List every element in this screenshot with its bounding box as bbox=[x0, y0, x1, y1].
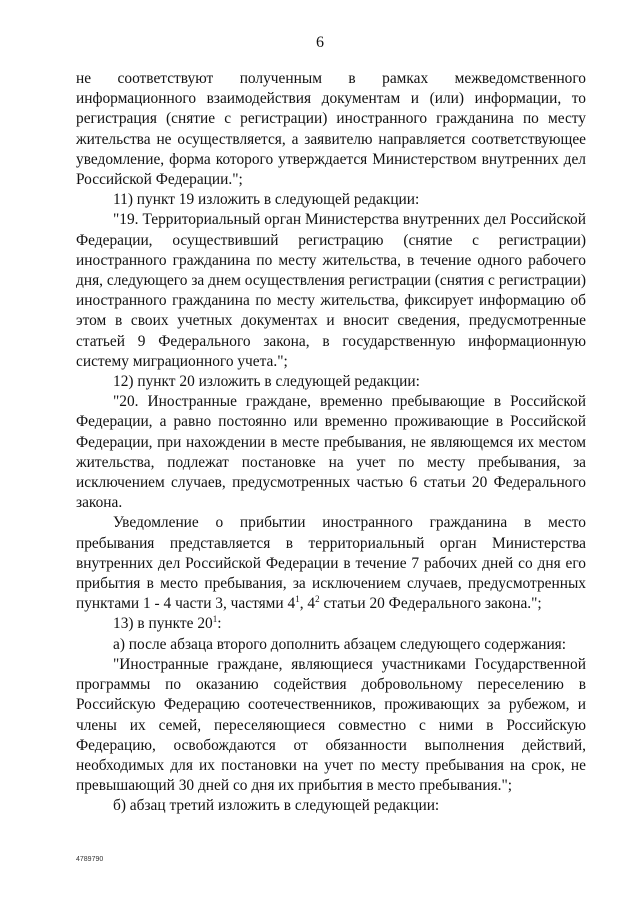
paragraph-notification: Уведомление о прибытии иностранного гражданина в место пребывания представляется в территориальный орган Министерства внутренних дел Российской Федерации в течение 7 рабочих дней со дня его прибытия в место пребывания, за исключением случаев, предусмотренных пунктами 1 - 4 части 3, частями $4^1$, $4^2$ статьи 20 Федерального закона."; bbox=[76, 514, 586, 613]
paragraph-program-participants: "Иностранные граждане, являющиеся участниками Государственной программы по оказанию содействия добровольному переселению в Российскую Федерацию соотечественников, проживающих за рубежом, и члены их семей, переселяющиеся совместно с ними в Российскую Федерацию, освобождаются от обязанности выполнения действий, необходимых для их постановки на учет по месту пребывания на срок, не превышающий 30 дней со дня их прибытия в место пребывания."; bbox=[76, 655, 586, 795]
paragraph-subitem-a: а) после абзаца второго дополнить абзацем следующего содержания: bbox=[113, 635, 567, 653]
document-body bbox=[76, 69, 586, 817]
paragraph-point-20-text: "20. Иностранные граждане, временно пребывающие в Российской Федерации, а равно постоянно или временно проживающие в Российской Федерации, при нахождении в месте пребывания, не являющемся их местом жительства, подлежат постановке на учет по месту пребывания, за исключением случаев, предусмотренных частью 6 статьи 20 Федерального закона. bbox=[76, 393, 586, 512]
paragraph-point-19-text: "19. Территориальный орган Министерства внутренних дел Российской Федерации, осуществивший регистрацию (снятие с регистрации) иностранного гражданина по месту жительства, в течение одного рабочего дня, следующего за днем осуществления регистрации (снятия с регистрации) иностранного гражданина по месту жительства, фиксирует информацию об этом в своих учетных документах и вносит сведения, предусмотренные статьей 9 Федерального закона, в государственную информационную систему миграционного учета."; bbox=[76, 211, 586, 370]
document-code: 4789790 bbox=[76, 856, 104, 863]
paragraph-subitem-b: б) абзац третий изложить в следующей редакции: bbox=[113, 797, 440, 815]
page-number: 6 bbox=[316, 34, 324, 51]
paragraph-item-12: 12) пункт 20 изложить в следующей редакции: bbox=[113, 373, 420, 391]
paragraph-item-13: 13) в пункте $20^1$: bbox=[113, 614, 222, 633]
paragraph-item-11: 11) пункт 19 изложить в следующей редакции: bbox=[113, 191, 420, 209]
paragraph-continuation: не соответствуют полученным в рамках межведомственного информационного взаимодействия документам и (или) информации, то регистрация (снятие с регистрации) иностранного гражданина по месту жительства не осуществляется, а заявителю направляется соответствующее уведомление, форма которого утверждается Министерством внутренних дел Российской Федерации."; bbox=[76, 70, 586, 189]
